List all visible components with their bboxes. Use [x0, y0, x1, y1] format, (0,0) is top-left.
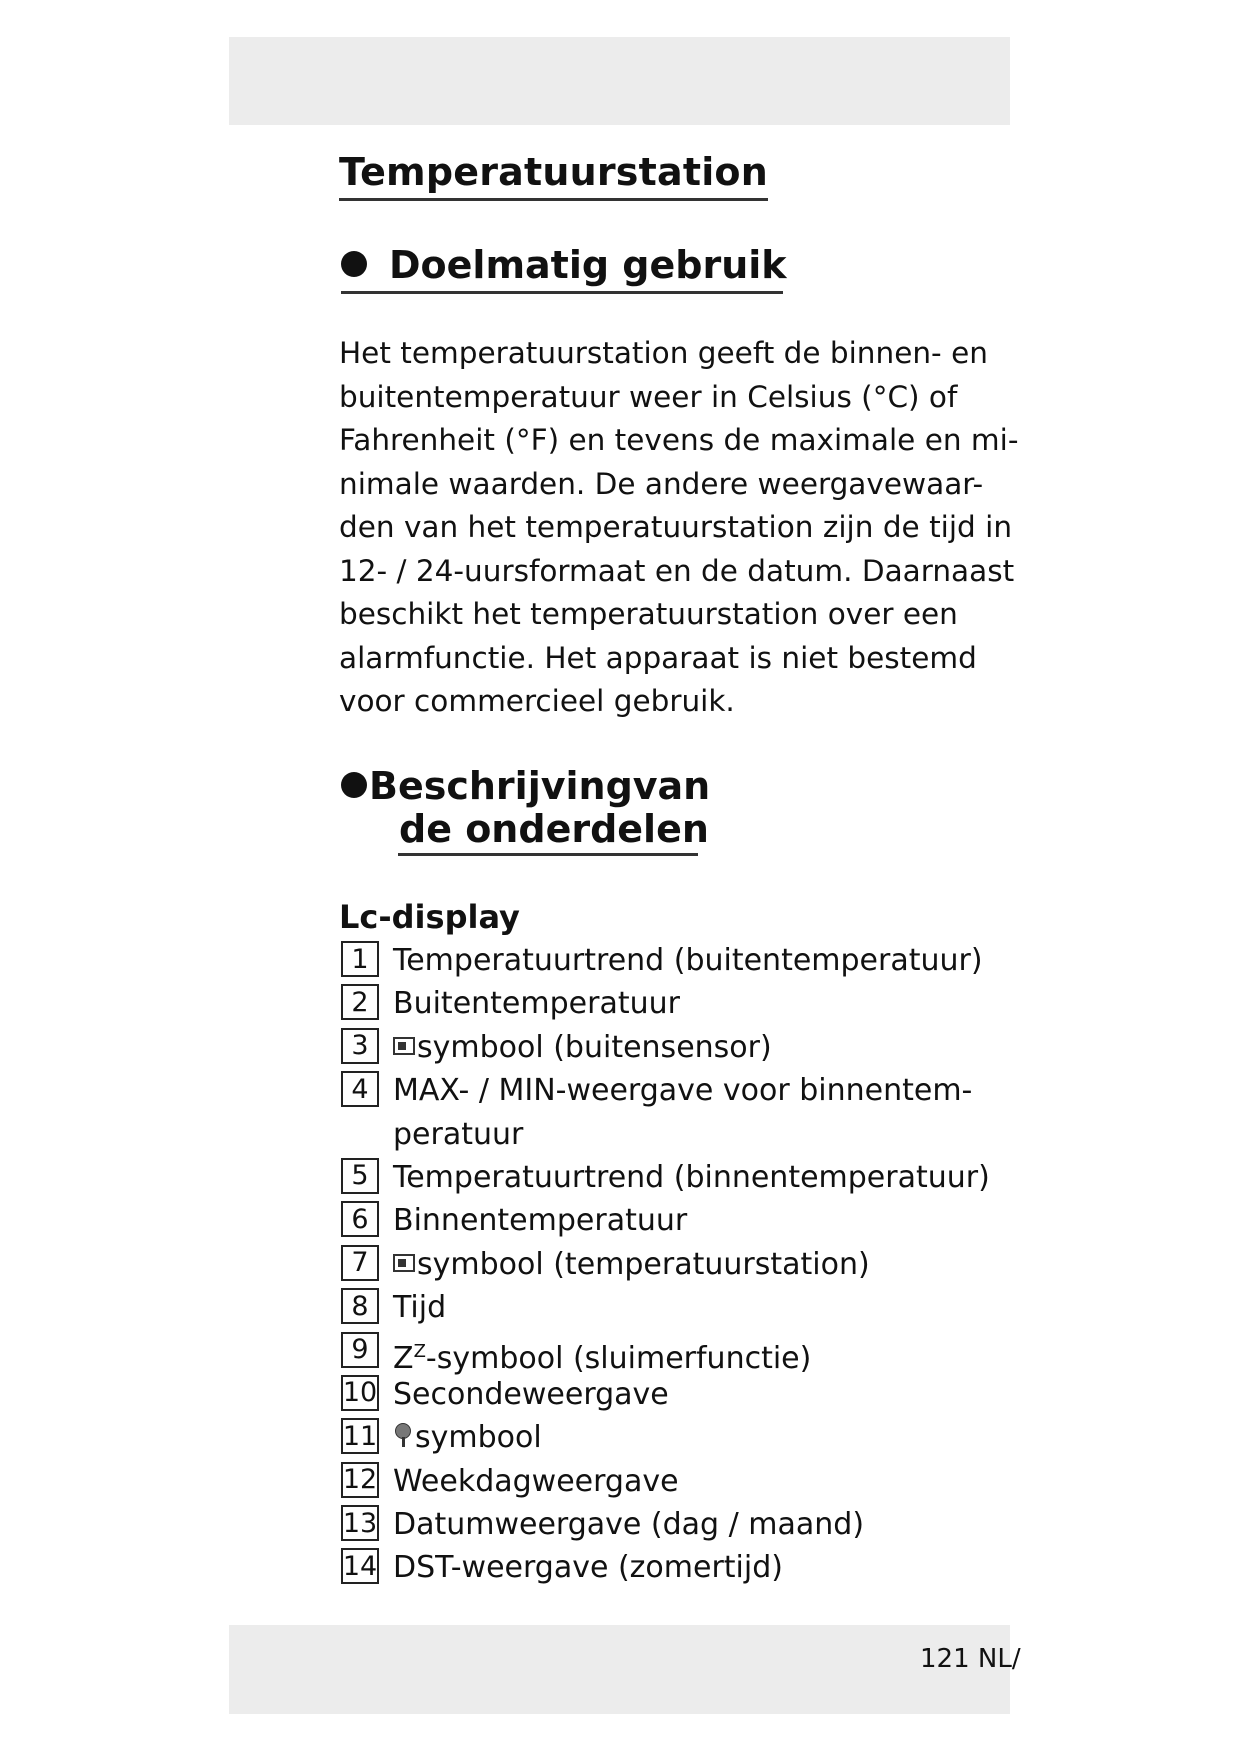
snooze-z: Z: [393, 1340, 414, 1376]
item-number-box: 1: [341, 941, 379, 977]
section-heading-doelmatig-gebruik: [341, 244, 787, 287]
footer-band: [229, 1625, 1010, 1714]
list-item: [341, 1286, 1021, 1329]
paragraph-line: voor commercieel gebruik.: [339, 684, 735, 718]
item-text: Tijd: [393, 1290, 447, 1326]
item-text: MAX- / MIN-weergave voor binnentem-: [393, 1073, 973, 1109]
item-number-box: 10: [341, 1375, 379, 1411]
item-text: Weekdagweergave: [393, 1463, 679, 1499]
section-heading-text-line2: de onderdelen: [399, 807, 709, 851]
heading-underline: [341, 291, 783, 294]
item-number-box: 11: [341, 1418, 379, 1454]
item-text: Buitentemperatuur: [393, 986, 680, 1022]
list-item: [341, 1330, 1021, 1376]
list-item: [341, 1026, 1021, 1069]
paragraph-line: Het temperatuurstation geeft de binnen- en: [339, 336, 988, 370]
item-number-box: 14: [341, 1548, 379, 1584]
item-text: Temperatuurtrend (binnentemperatuur): [393, 1159, 990, 1195]
alarm-symbol-icon: [393, 1423, 413, 1447]
list-item: [341, 982, 1021, 1025]
page-title: Temperatuurstation: [339, 150, 768, 201]
list-item: [341, 1416, 1021, 1459]
item-number-box: 2: [341, 984, 379, 1020]
list-item: [341, 1156, 1021, 1199]
bullet-icon: [341, 772, 367, 798]
list-item: [341, 1069, 1021, 1156]
paragraph-line: Fahrenheit (°F) en tevens de maximale en mi-: [339, 423, 1019, 457]
section-heading-text: Doelmatig gebruik: [389, 243, 787, 287]
subheading-lc-display: Lc-display: [339, 898, 520, 936]
parts-list: [341, 939, 1021, 1590]
item-text: symbool (temperatuurstation): [417, 1246, 870, 1282]
item-text: symbool (buitensensor): [417, 1029, 772, 1065]
item-number-box: 4: [341, 1071, 379, 1107]
item-text: DST-weergave (zomertijd): [393, 1550, 783, 1586]
item-text: Binnentemperatuur: [393, 1203, 688, 1239]
item-number-box: 13: [341, 1505, 379, 1541]
item-number-box: 12: [341, 1462, 379, 1498]
item-number-box: 6: [341, 1201, 379, 1237]
paragraph-line: 12- / 24-uursformaat en de datum. Daarnaast: [339, 553, 1015, 588]
list-item: [341, 939, 1021, 982]
sensor-symbol-icon: [393, 1037, 415, 1055]
paragraph-line: den van het temperatuurstation zijn de tijd in: [339, 510, 1013, 544]
item-text: Temperatuurtrend (buitentemperatuur): [393, 943, 983, 978]
item-text: symbool: [415, 1420, 542, 1456]
station-symbol-icon: [393, 1254, 415, 1272]
item-text: -symbool (sluimerfunctie): [425, 1340, 812, 1376]
intended-use-paragraph: [339, 332, 1019, 724]
item-number-box: 7: [341, 1245, 379, 1281]
item-number-box: 5: [341, 1158, 379, 1194]
list-item: [341, 1243, 1021, 1286]
item-number-box: 9: [341, 1332, 379, 1368]
item-number-box: 8: [341, 1288, 379, 1324]
item-text: Secondeweergave: [393, 1376, 669, 1412]
list-item: [341, 1460, 1021, 1503]
bullet-icon: [341, 251, 367, 277]
header-band: [229, 37, 1010, 125]
paragraph-line: nimale waarden. De andere weergavewaar-: [339, 466, 984, 501]
list-item: [341, 1546, 1021, 1589]
section-heading-text-line1: Beschrijvingvan: [369, 764, 711, 808]
item-text: Datumweergave (dag / maand): [393, 1507, 865, 1543]
heading-underline: [398, 853, 698, 856]
item-text-continued: peratuur: [393, 1116, 524, 1152]
list-item: [341, 1503, 1021, 1546]
paragraph-line: buitentemperatuur weer in Celsius (°C) of: [339, 379, 958, 414]
item-number-box: 3: [341, 1028, 379, 1064]
paragraph-line: beschikt het temperatuurstation over een: [339, 597, 958, 631]
page-number: 121 NL/: [920, 1644, 1021, 1674]
list-item: [341, 1199, 1021, 1242]
snooze-z-superscript: Z: [413, 1340, 426, 1362]
paragraph-line: alarmfunctie. Het apparaat is niet bestemd: [339, 640, 977, 675]
section-heading-beschrijving: [341, 765, 710, 851]
